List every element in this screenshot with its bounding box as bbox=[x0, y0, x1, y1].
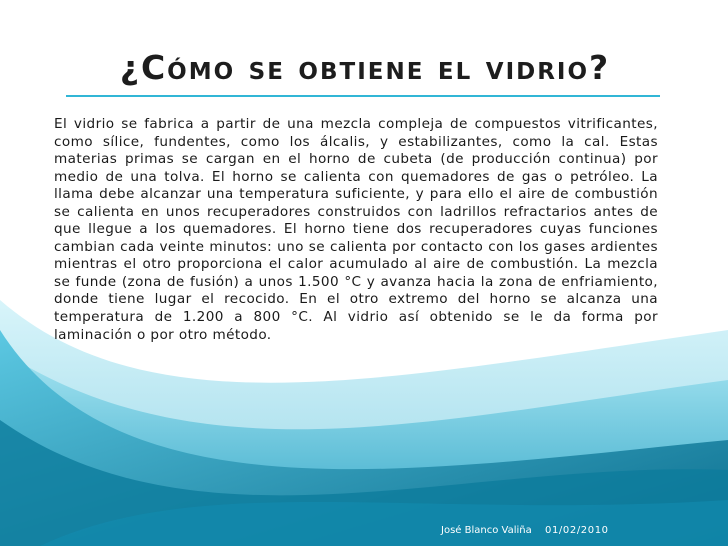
slide-body-text: El vidrio se fabrica a partir de una mezcla compleja de compuestos vitrificantes, como sílice, fundentes, como los álcalis, y estabilizantes, como la cal. Estas materias primas se cargan en el horno de cubeta (de producción continua) por medio de una tolva. El horno se calienta con quemadores de gas o petróleo. La llama debe alcanzar una temperatura suficiente, y para ello el aire de combustión se calienta en unos recuperadores construidos con ladrillos refractarios antes de que llegue a los quemadores. El horno tiene dos recuperadores cuyas funciones cambian cada veinte minutos: uno se calienta por contacto con los gases ardientes mientras el otro proporciona el calor acumulado al aire de combustión. La mezcla se funde (zona de fusión) a unos 1.500 °C y avanza hacia la zona de enfriamiento, donde tiene lugar el recocido. En el otro extremo del horno se alcanza una temperatura de 1.200 a 800 °C. Al vidrio así obtenido se le da forma por laminación o por otro método. bbox=[54, 116, 658, 343]
footer-date: 01/02/2010 bbox=[545, 525, 609, 536]
footer-author: José Blanco Valiña bbox=[441, 525, 532, 536]
title-underline bbox=[66, 95, 660, 97]
slide-title: ¿Cómo se obtiene el vidrio? bbox=[119, 48, 611, 87]
